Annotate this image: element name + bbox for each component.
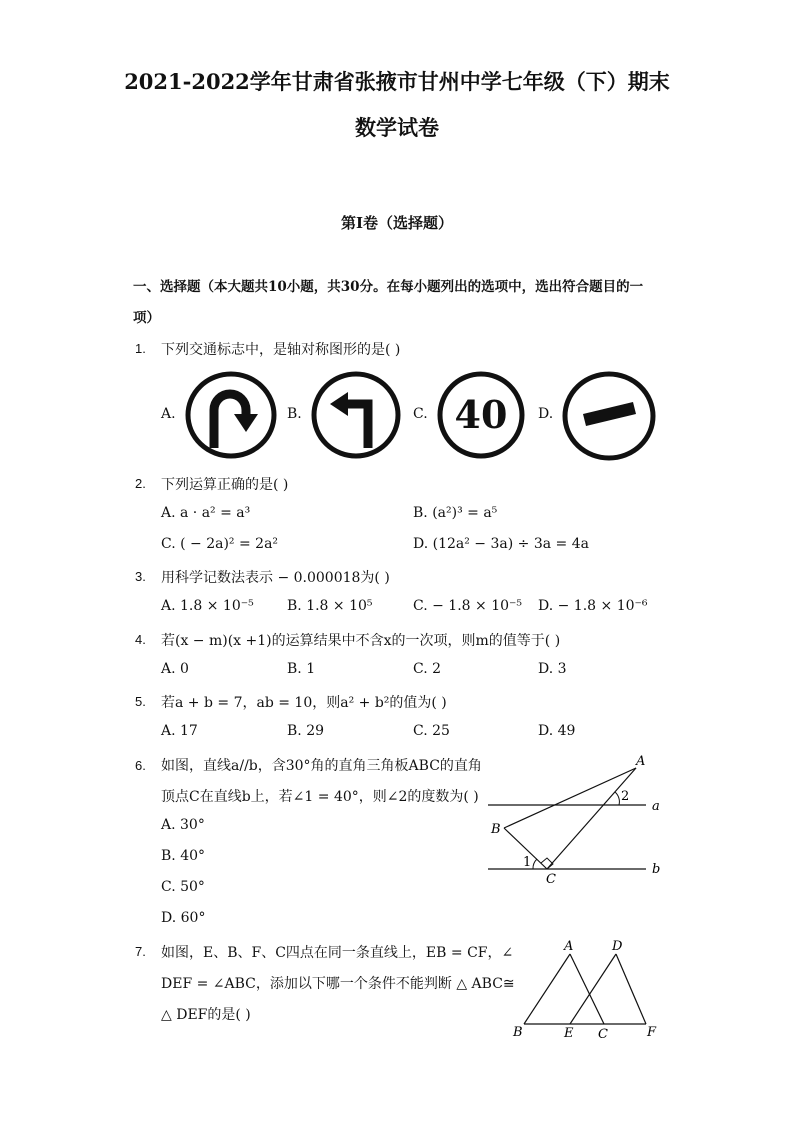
part-heading-line1: 一、选择题（本大题共10小题，共30分。在每小题列出的选项中，选出符合题目的一: [133, 279, 644, 295]
label-C: C: [546, 872, 556, 887]
label-angle-2: 2: [621, 789, 630, 804]
two-triangles-figure: [508, 936, 668, 1044]
side-ac: [547, 768, 636, 869]
option-a: A. 17: [161, 723, 198, 739]
label-b: b: [652, 862, 661, 877]
question-number: 6.: [135, 758, 146, 773]
option-a: A. 1.8 × 10⁻⁵: [161, 598, 254, 614]
left-turn-sign-icon: [310, 370, 402, 460]
exam-title-line2: 数学试卷: [355, 115, 439, 140]
option-b: B. (a²)³ = a⁵: [413, 505, 498, 521]
option-d-label: D.: [538, 406, 554, 422]
option-a-label: A.: [161, 406, 176, 422]
side-ab: [504, 768, 636, 828]
option-c: C. ( − 2a)² = 2a²: [161, 536, 279, 552]
label-A: A: [636, 754, 646, 769]
option-c-label: C.: [413, 406, 428, 422]
question-stem-line3: △ DEF的是( ): [161, 1007, 251, 1023]
question-stem-line1: 如图，直线a//b，含30°角的直角三角板ABC的直角: [161, 758, 482, 774]
side-ac: [570, 954, 604, 1024]
option-c: C. − 1.8 × 10⁻⁵: [413, 598, 523, 614]
question-stem: 下列交通标志中，是轴对称图形的是( ): [161, 342, 401, 358]
option-c: C. 50°: [161, 879, 205, 895]
label-angle-1: 1: [523, 855, 532, 870]
question-number: 5.: [135, 694, 146, 709]
question-number: 2.: [135, 476, 146, 491]
question-stem-line2: 顶点C在直线b上，若∠1 = 40°，则∠2的度数为( ): [161, 789, 479, 805]
label-A: A: [564, 939, 574, 954]
label-B: B: [491, 822, 501, 837]
u-turn-sign-icon: [184, 370, 278, 460]
option-b: B. 1: [287, 661, 316, 677]
label-F: F: [647, 1025, 657, 1040]
label-E: E: [564, 1026, 574, 1041]
option-b: B. 1.8 × 10⁵: [287, 598, 373, 614]
exam-title-line1: 2021-2022学年甘肃省张掖市甘州中学七年级（下）期末: [124, 69, 670, 94]
parallel-lines-triangle-figure: [484, 750, 674, 890]
label-a: a: [652, 799, 660, 814]
section-heading: 第I卷（选择题）: [340, 214, 454, 232]
question-stem: 用科学记数法表示 − 0.000018为( ): [161, 570, 390, 586]
no-entry-sign-icon: [561, 370, 657, 462]
option-b: B. 29: [287, 723, 325, 739]
question-number: 1.: [135, 341, 146, 356]
option-d: D. 60°: [161, 910, 206, 926]
part-heading-line2: 项）: [133, 310, 160, 326]
side-de: [570, 954, 616, 1024]
label-C: C: [598, 1027, 608, 1042]
question-stem: 下列运算正确的是( ): [161, 477, 289, 493]
label-B: B: [513, 1025, 523, 1040]
option-d: D. 3: [538, 661, 567, 677]
option-d: D. (12a² − 3a) ÷ 3a = 4a: [413, 536, 589, 552]
angle-2-arc: [615, 792, 619, 805]
option-c: C. 25: [413, 723, 450, 739]
side-df: [616, 954, 646, 1024]
angle-1-arc: [533, 859, 537, 869]
question-stem-line1: 如图，E、B、F、C四点在同一条直线上，EB = CF，∠: [161, 945, 514, 961]
option-b-label: B.: [287, 406, 302, 422]
option-a: A. 30°: [161, 817, 205, 833]
option-c: C. 2: [413, 661, 442, 677]
question-number: 3.: [135, 569, 146, 584]
option-a: A. 0: [161, 661, 189, 677]
option-d: D. − 1.8 × 10⁻⁶: [538, 598, 648, 614]
question-stem: 若a + b = 7，ab = 10，则a² + b²的值为( ): [161, 695, 447, 711]
speed-limit-value: 40: [454, 392, 508, 437]
speed-limit-sign-icon: [436, 370, 526, 460]
label-D: D: [612, 939, 623, 954]
question-number: 7.: [135, 944, 146, 959]
option-a: A. a · a² = a³: [161, 505, 251, 521]
option-b: B. 40°: [161, 848, 206, 864]
question-number: 4.: [135, 632, 146, 647]
option-d: D. 49: [538, 723, 576, 739]
side-ab: [524, 954, 570, 1024]
question-stem-line2: DEF = ∠ABC，添加以下哪一个条件不能判断 △ ABC≅: [161, 976, 515, 992]
question-stem: 若(x − m)(x +1)的运算结果中不含x的一次项，则m的值等于( ): [161, 633, 561, 649]
